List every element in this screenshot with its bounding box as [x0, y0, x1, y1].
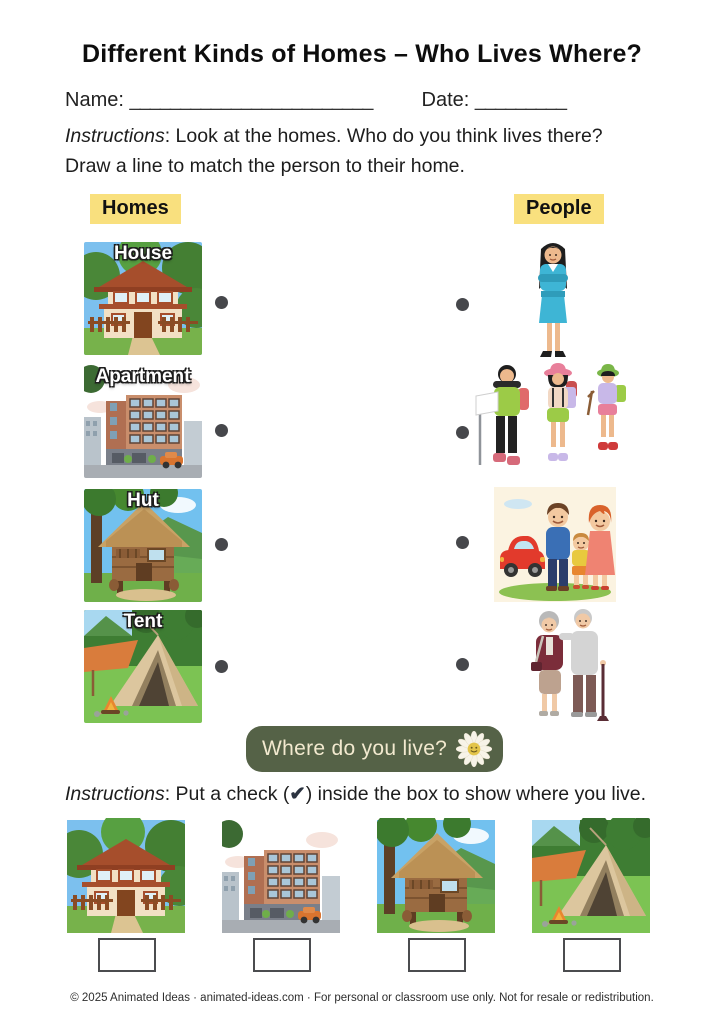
- date-field[interactable]: _________: [474, 89, 567, 111]
- people-column-header: People: [514, 194, 604, 224]
- check-row-hut-image: [377, 818, 495, 935]
- check-row-tent-image: [532, 818, 650, 935]
- apartment-illustration: [222, 818, 340, 935]
- home-card-hut: [84, 489, 202, 602]
- checkmark-glyph: ✔: [289, 783, 306, 805]
- homes-column-header: Homes: [90, 194, 181, 224]
- match-dot-elderly-couple[interactable]: [456, 658, 469, 671]
- family-with-car-illustration: [494, 487, 616, 602]
- name-field[interactable]: ________________________: [129, 89, 373, 111]
- tent-illustration: [532, 818, 650, 935]
- hut-illustration: [377, 818, 495, 935]
- match-dot-apartment[interactable]: [215, 424, 228, 437]
- check-instructions: Instructions: Put a check (✔) inside the box to show where you live.: [65, 783, 647, 805]
- hiking-family-illustration: [470, 361, 640, 482]
- match-dot-businesswoman[interactable]: [456, 298, 469, 311]
- instructions-word: Instructions: [65, 783, 165, 805]
- checkbox-hut[interactable]: [408, 938, 466, 972]
- match-dot-hut[interactable]: [215, 538, 228, 551]
- home-card-house: [84, 242, 202, 355]
- home-label-hut: Hut: [127, 490, 159, 511]
- home-label-house: House: [113, 243, 173, 264]
- home-label-tent: Tent: [123, 611, 163, 632]
- match-dot-hiking-family[interactable]: [456, 426, 469, 439]
- page-title: Different Kinds of Homes – Who Lives Where?: [81, 40, 643, 68]
- checkbox-house[interactable]: [98, 938, 156, 972]
- date-label: Date:: [421, 89, 470, 111]
- checkbox-apartment[interactable]: [253, 938, 311, 972]
- matching-instructions: Instructions: Look at the homes. Who do you think lives there? Draw a line to match the person to their home.: [65, 125, 603, 178]
- home-label-apartment: Apartment: [95, 366, 191, 387]
- match-dot-tent[interactable]: [215, 660, 228, 673]
- name-date-row: [65, 89, 566, 112]
- name-label: Name:: [65, 89, 124, 111]
- checkbox-tent[interactable]: [563, 938, 621, 972]
- check-row-house-image: [67, 818, 185, 935]
- businesswoman-illustration: [527, 239, 579, 359]
- copyright-footer: © 2025 Animated Ideas · animated-ideas.com · For personal or classroom use only. Not for resale or redistribution.: [70, 992, 654, 1004]
- house-illustration: [67, 818, 185, 935]
- elderly-couple-illustration: [519, 606, 613, 725]
- home-card-tent: [84, 610, 202, 723]
- match-dot-family-with-car[interactable]: [456, 536, 469, 549]
- daisy-smiley-icon: [456, 731, 492, 767]
- where-do-you-live-banner: [246, 726, 503, 772]
- match-dot-house[interactable]: [215, 296, 228, 309]
- instructions-word: Instructions: [65, 125, 165, 147]
- banner-text: Where do you live?: [262, 737, 448, 760]
- check-row-apartment-image: [222, 818, 340, 935]
- home-card-apartment: [84, 365, 202, 478]
